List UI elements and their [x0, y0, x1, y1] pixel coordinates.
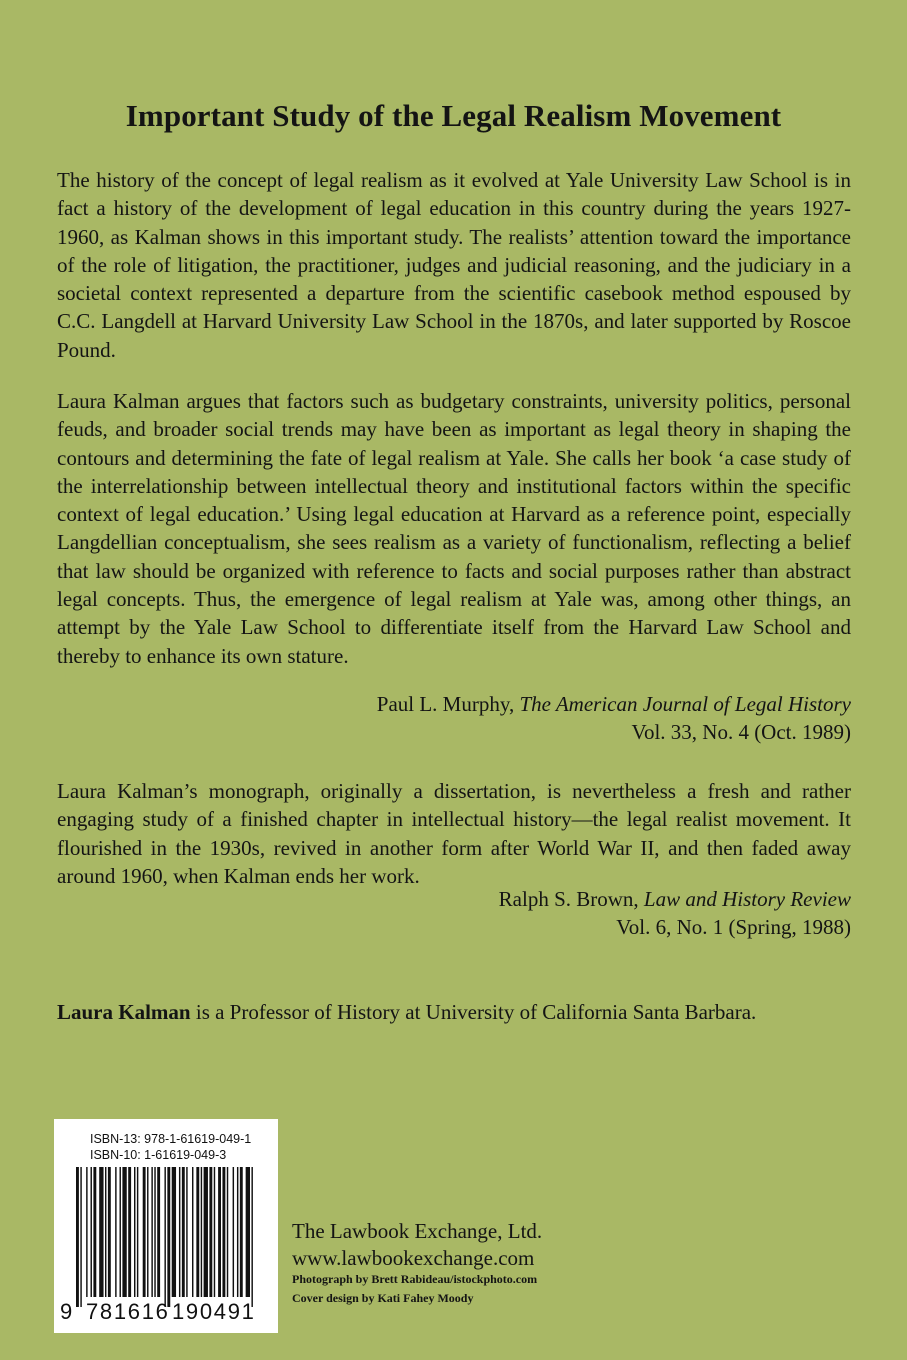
barcode-digit-lead: 9 — [60, 1299, 74, 1324]
publisher-url: www.lawbookexchange.com — [292, 1246, 535, 1270]
review-paragraph-brown: Laura Kalman’s monograph, originally a dissertation, is nevertheless a fresh and rather engaging study of a finished chapter in intellectual history—the legal realist movement. It flourished in the 1930s, revived in another form after World War II, and then faded away around 1960, when Kalman ends her work. — [57, 779, 851, 888]
author-bio-text: is a Professor of History at University of California Santa Barbara. — [190, 1000, 757, 1024]
cover-headline: Important Study of the Legal Realism Movement — [125, 98, 782, 133]
attribution-journal: The American Journal of Legal History — [519, 692, 851, 716]
author-name: Laura Kalman — [57, 1000, 191, 1024]
barcode-digit-group-2: 190491 — [172, 1299, 256, 1324]
publisher-name: The Lawbook Exchange, Ltd. — [292, 1219, 543, 1243]
isbn-13: ISBN-13: 978-1-61619-049-1 — [90, 1132, 252, 1146]
attribution-author: Paul L. Murphy, — [376, 692, 520, 716]
description-paragraph-1: The history of the concept of legal realism as it evolved at Yale University Law School is in fact a history of the development of legal education in this country during the years 1927-1960, as Kalman shows in this important study. The realists’ attention toward the importance of the role of litigation, the practitioner, judges and judicial reasoning, and the judiciary in a societal context represented a departure from the scientific casebook method espoused by C.C. Langdell at Harvard University Law School in the 1870s, and later supported by Roscoe Pound. — [57, 168, 851, 362]
attribution-journal: Law and History Review — [643, 887, 851, 911]
photo-credit: Photograph by Brett Rabideau/istockphoto.com — [292, 1272, 538, 1286]
attribution-issue: Vol. 6, No. 1 (Spring, 1988) — [616, 915, 851, 940]
review-attribution-murphy — [377, 690, 851, 747]
attribution-source-line — [377, 690, 851, 718]
attribution-author: Ralph S. Brown, — [498, 887, 644, 911]
design-credit: Cover design by Kati Fahey Moody — [292, 1291, 474, 1305]
barcode-box — [54, 1119, 278, 1333]
barcode-digit-group-1: 781616 — [86, 1299, 170, 1324]
review-paragraph-murphy: Laura Kalman argues that factors such as budgetary constraints, university politics, personal feuds, and broader social trends may have been as important as legal theory in shaping the contours and determining the fate of legal realism at Yale. She calls her book ‘a case study of the interrelationship between intellectual theory and institutional factors within the specific context of legal education.’ Using legal education at Harvard as a reference point, especially Langdellian conceptualism, she sees realism as a variety of functionalism, reflecting a belief that law should be organized with reference to facts and social purposes rather than abstract legal concepts. Thus, the emergence of legal realism at Yale was, among other things, an attempt by the Yale Law School to differentiate itself from the Harvard Law School and thereby to enhance its own stature. — [57, 389, 851, 668]
author-bio — [57, 998, 756, 1026]
barcode-icon — [76, 1167, 256, 1307]
attribution-issue: Vol. 33, No. 4 (Oct. 1989) — [631, 720, 851, 745]
attribution-source-line — [499, 885, 851, 913]
review-attribution-brown — [499, 885, 851, 942]
isbn-10: ISBN-10: 1-61619-049-3 — [90, 1148, 227, 1162]
